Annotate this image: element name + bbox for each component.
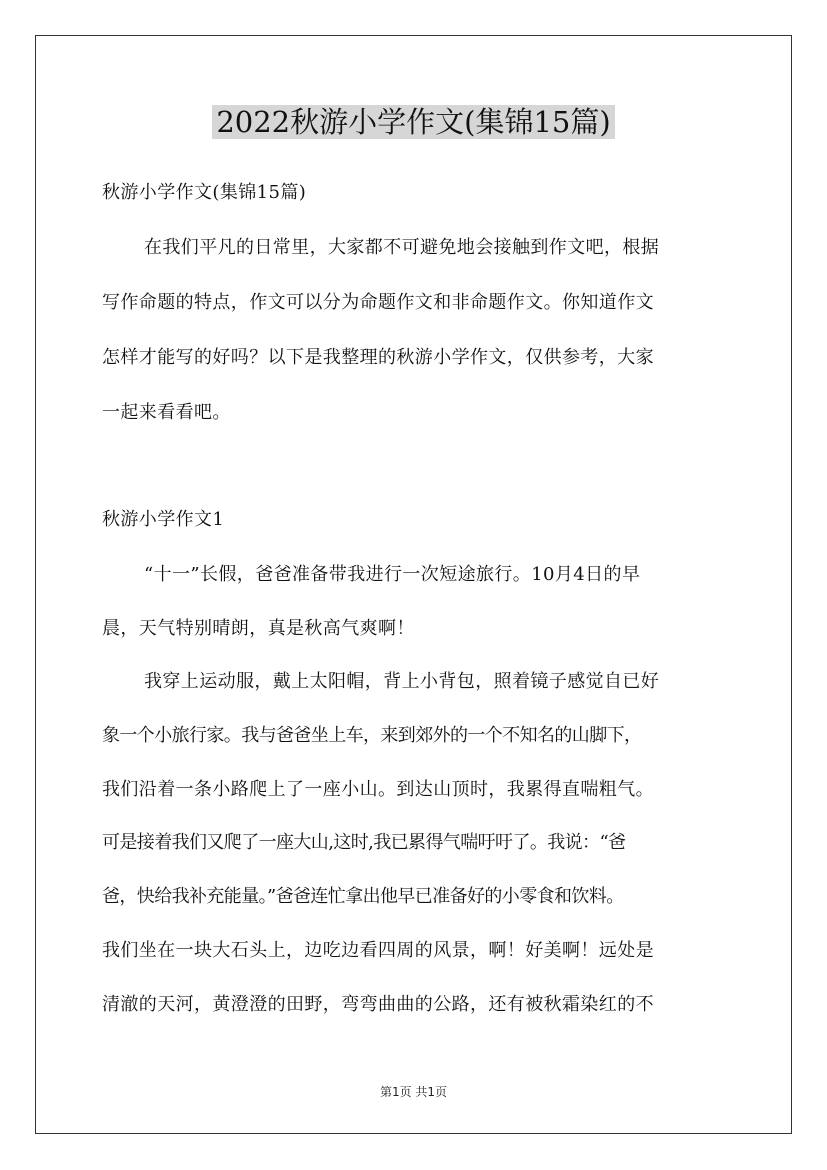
body-paragraph-line: 象一个小旅行家。我与爸爸坐上车，来到郊外的一个不知名的山脚下， — [102, 725, 642, 746]
section-heading: 秋游小学作文1 — [102, 509, 225, 530]
body-paragraph-line: 可是接着我们又爬了一座大山,这时,我已累得气喘吁吁了。我说：“爸 — [102, 832, 626, 853]
body-paragraph-line: 爸，快给我补充能量。”爸爸连忙拿出他早已准备好的小零食和饮料。 — [102, 886, 624, 907]
body-paragraph-line: 晨，天气特别晴朗，真是秋高气爽啊！ — [102, 618, 415, 639]
intro-paragraph-line: 一起来看看吧。 — [102, 402, 231, 423]
body-paragraph-line: “十一”长假，爸爸准备带我进行一次短途旅行。10月4日的早 — [144, 564, 641, 585]
body-paragraph-line: 我穿上运动服，戴上太阳帽，背上小背包，照着镜子感觉自已好 — [144, 671, 660, 692]
intro-paragraph-line: 怎样才能写的好吗？以下是我整理的秋游小学作文，仅供参考，大家 — [102, 347, 654, 368]
intro-paragraph-line: 写作命题的特点，作文可以分为命题作文和非命题作文。你知道作文 — [102, 292, 654, 313]
intro-paragraph-line: 在我们平凡的日常里，大家都不可避免地会接触到作文吧，根据 — [144, 237, 660, 258]
document-title — [0, 100, 827, 144]
body-paragraph-line: 我们沿着一条小路爬上了一座小山。到达山顶时，我累得直喘粗气。 — [102, 779, 654, 800]
page-footer: 第1页 共1页 — [379, 1085, 448, 1099]
document-title-text: 2022秋游小学作文(集锦15篇) — [212, 105, 614, 139]
body-paragraph-line: 清澈的天河，黄澄澄的田野，弯弯曲曲的公路，还有被秋霜染红的不 — [102, 994, 654, 1015]
body-paragraph-line: 我们坐在一块大石头上，边吃边看四周的风景，啊！好美啊！远处是 — [102, 940, 654, 961]
document-subtitle: 秋游小学作文(集锦15篇) — [102, 182, 307, 203]
